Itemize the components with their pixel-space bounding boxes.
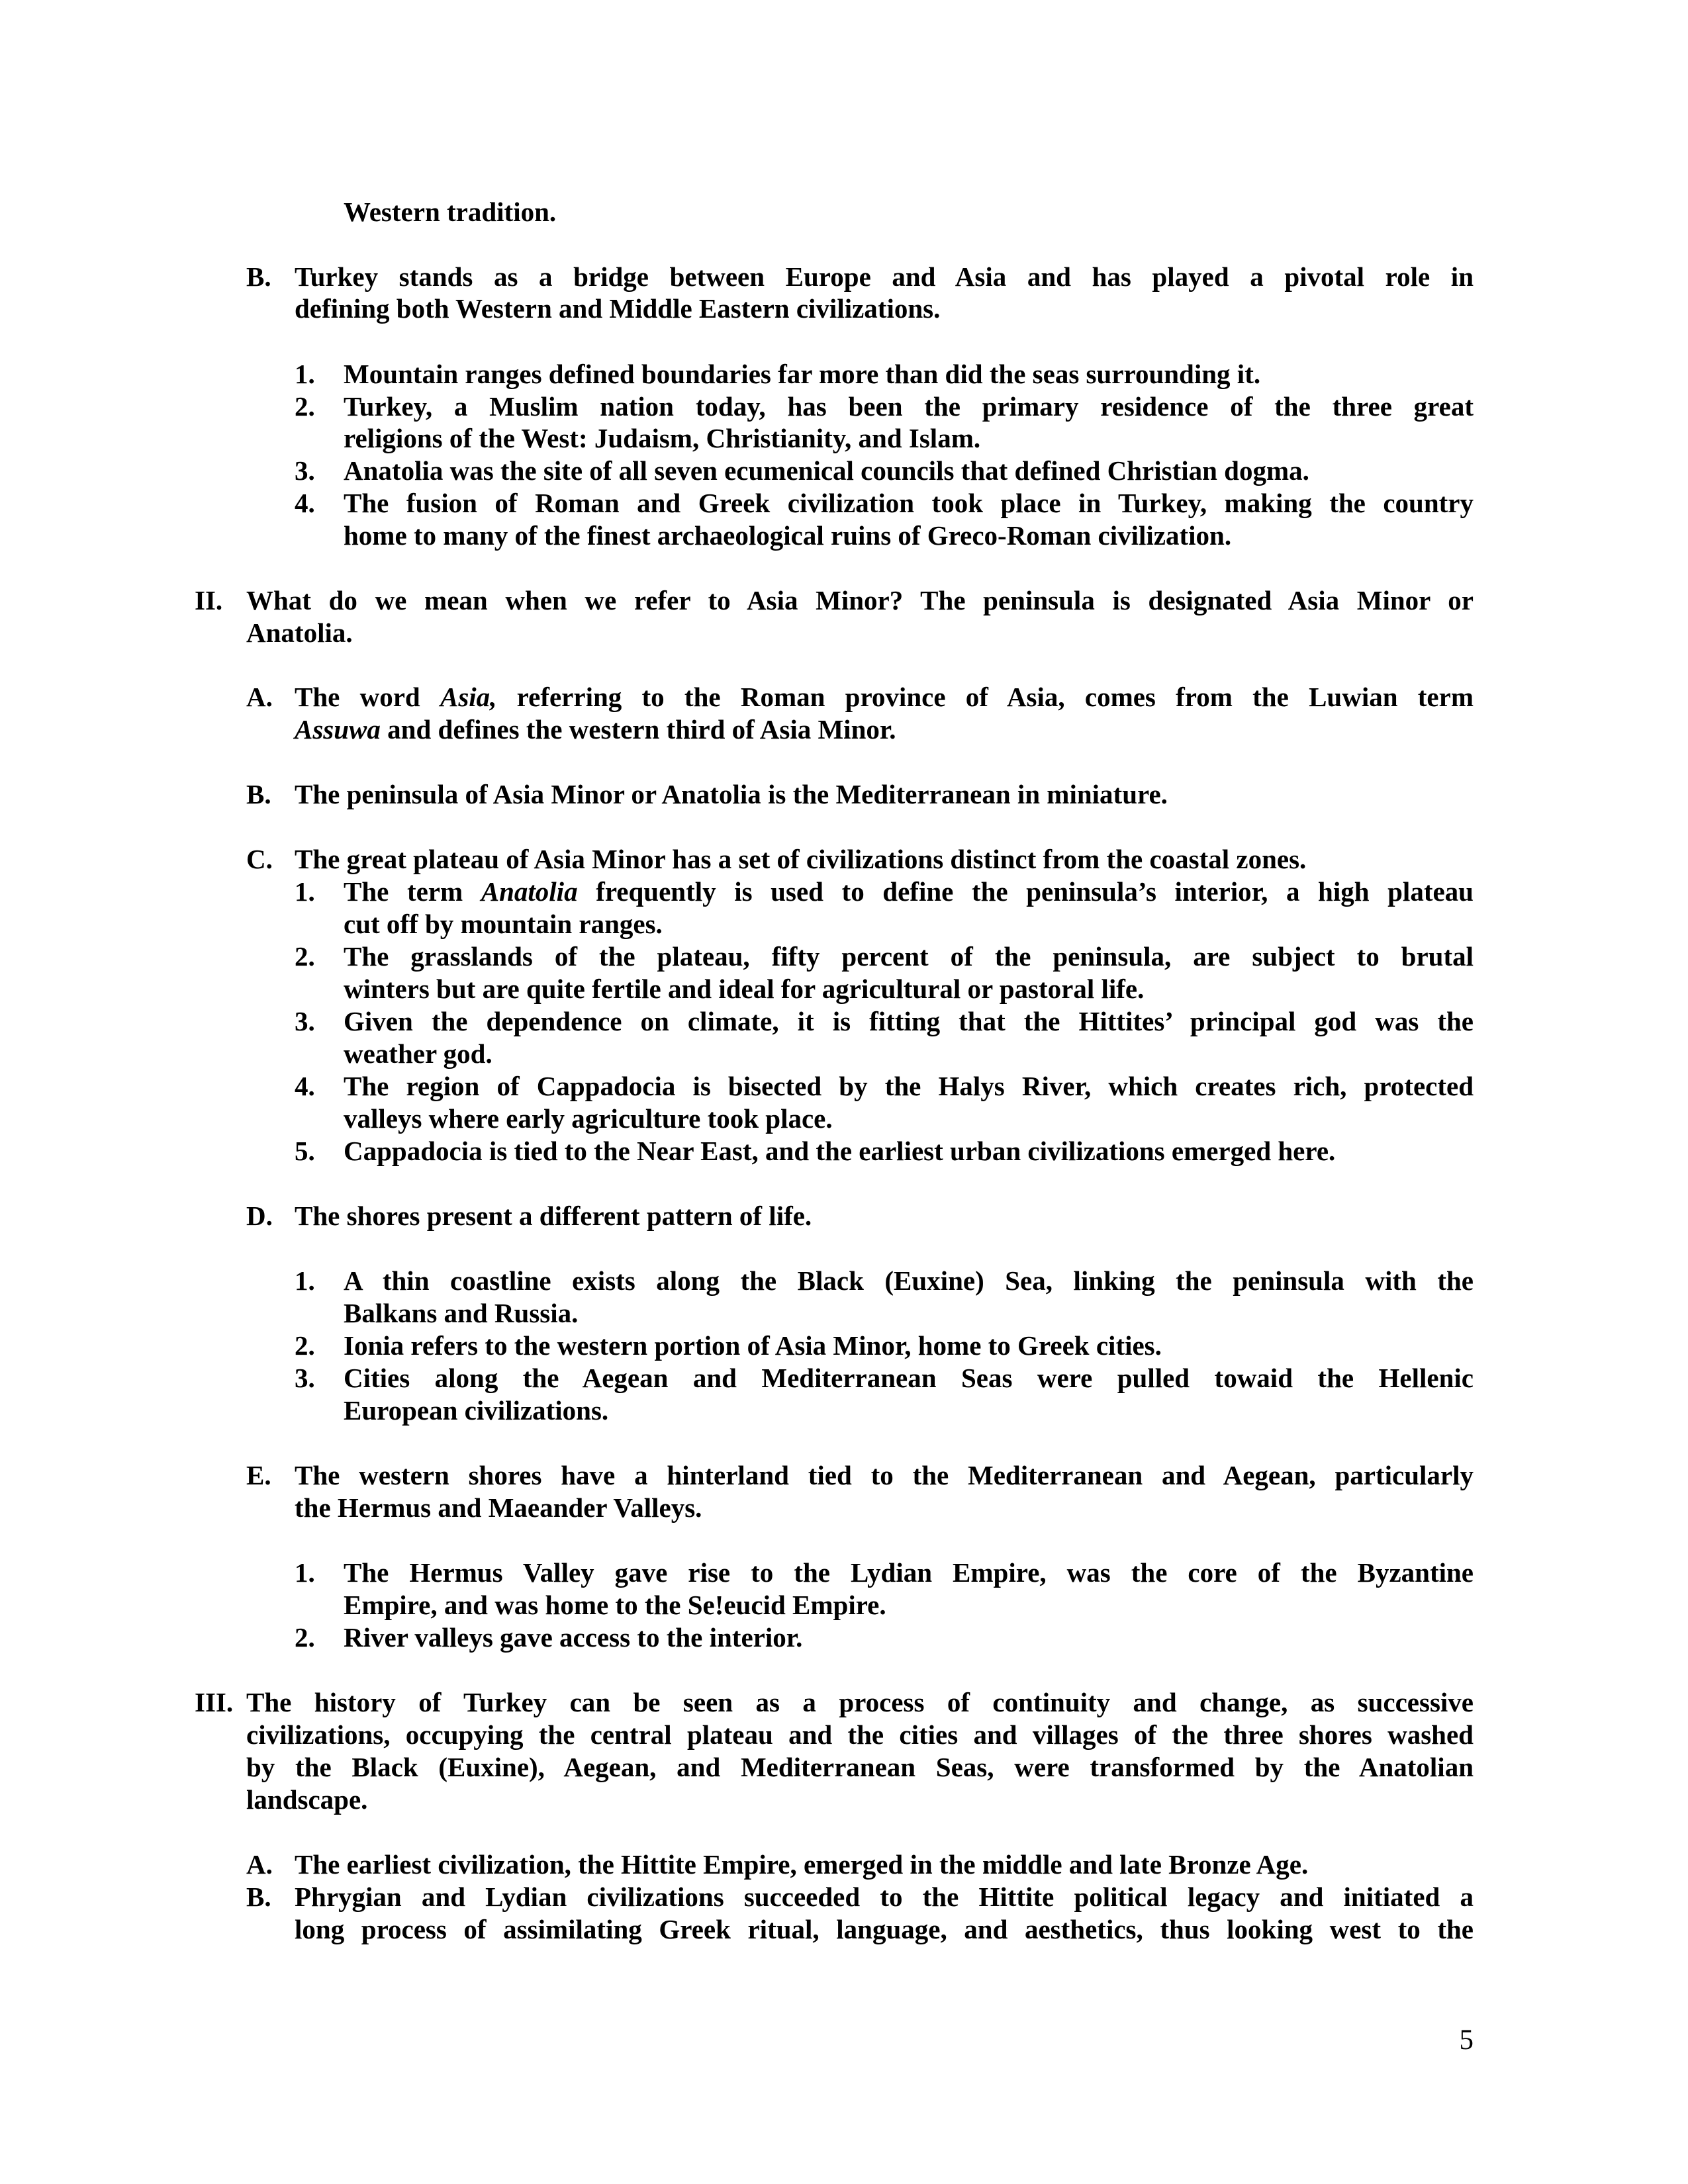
outline-marker: E. xyxy=(246,1460,271,1490)
list-marker: 3. xyxy=(295,1006,315,1036)
list-item-line: weather god. xyxy=(344,1038,492,1069)
list-item-line: home to many of the finest archaeological ruins of Greco-Roman civilization. xyxy=(344,520,1232,551)
list-marker: 4. xyxy=(295,488,315,518)
outline-marker: D. xyxy=(246,1201,273,1231)
outline-marker: B. xyxy=(246,1882,271,1912)
list-item-line: Ionia refers to the western portion of Asia Minor, home to Greek cities. xyxy=(344,1330,1162,1361)
list-marker: 1. xyxy=(295,1265,315,1296)
list-marker: 1. xyxy=(295,359,315,389)
italic-term: Asia, xyxy=(440,682,497,712)
outline-marker: A. xyxy=(246,682,273,712)
outline-marker: III. xyxy=(195,1687,234,1717)
list-item-line: River valleys gave access to the interior. xyxy=(344,1622,803,1653)
list-marker: 2. xyxy=(295,391,315,422)
list-marker: 1. xyxy=(295,1557,315,1588)
paragraph-line: Phrygian and Lydian civilizations succeeded to the Hittite political legacy and initiated a xyxy=(295,1882,1474,1912)
list-item-line: European civilizations. xyxy=(344,1395,609,1426)
paragraph-line xyxy=(295,713,1474,746)
paragraph-line xyxy=(295,680,1474,713)
list-item-line: The region of Cappadocia is bisected by the Halys River, which creates rich, protected xyxy=(344,1071,1474,1101)
outline-marker: A. xyxy=(246,1849,273,1880)
paragraph-line: defining both Western and Middle Eastern civilizations. xyxy=(295,293,941,324)
list-marker: 2. xyxy=(295,1622,315,1653)
text-run: referring to the Roman province of Asia, comes from the Luwian term xyxy=(496,682,1474,712)
list-marker: 3. xyxy=(295,1363,315,1393)
paragraph-line: The peninsula of Asia Minor or Anatolia is the Mediterranean in miniature. xyxy=(295,779,1168,809)
outline-marker: II. xyxy=(195,585,223,615)
list-item-line: The grasslands of the plateau, fifty percent of the peninsula, are subject to brutal xyxy=(344,941,1474,972)
paragraph-line: civilizations, occupying the central plateau and the cities and villages of the three shores washed xyxy=(246,1719,1474,1750)
outline-marker: B. xyxy=(246,779,271,809)
italic-term: Anatolia xyxy=(481,876,578,907)
list-item-line: Cappadocia is tied to the Near East, and the earliest urban civilizations emerged here. xyxy=(344,1136,1336,1166)
list-item-line: Empire, and was home to the Se!eucid Empire. xyxy=(344,1590,886,1620)
list-item-line: A thin coastline exists along the Black (Euxine) Sea, linking the peninsula with the xyxy=(344,1265,1474,1296)
list-marker: 2. xyxy=(295,941,315,972)
paragraph-line: Turkey stands as a bridge between Europe and Asia and has played a pivotal role in xyxy=(295,261,1474,292)
list-marker: 1. xyxy=(295,876,315,907)
text-run: frequently is used to define the peninsula’s interior, a high plateau xyxy=(577,876,1474,907)
list-marker: 2. xyxy=(295,1330,315,1361)
text-run: The term xyxy=(344,876,481,907)
paragraph-line: What do we mean when we refer to Asia Minor? The peninsula is designated Asia Minor or xyxy=(246,585,1474,615)
italic-term: Assuwa xyxy=(295,714,381,745)
list-item-line: The fusion of Roman and Greek civilization took place in Turkey, making the country xyxy=(344,488,1474,518)
list-item-line: Mountain ranges defined boundaries far more than did the seas surrounding it. xyxy=(344,359,1261,389)
page-number: 5 xyxy=(1459,2025,1474,2056)
list-item-line: valleys where early agriculture took place. xyxy=(344,1103,833,1134)
paragraph-line: The history of Turkey can be seen as a process of continuity and change, as successive xyxy=(246,1687,1474,1717)
list-item-line: winters but are quite fertile and ideal for agricultural or pastoral life. xyxy=(344,974,1145,1004)
outline-marker: B. xyxy=(246,261,271,292)
paragraph-line: Anatolia. xyxy=(246,617,353,648)
list-item-line: Balkans and Russia. xyxy=(344,1298,579,1328)
paragraph-line: long process of assimilating Greek ritual, language, and aesthetics, thus looking west to the xyxy=(295,1914,1474,1944)
list-marker: 5. xyxy=(295,1136,315,1166)
continued-line: Western tradition. xyxy=(344,197,557,227)
outline-marker: C. xyxy=(246,844,273,874)
list-item-line: Anatolia was the site of all seven ecumenical councils that defined Christian dogma. xyxy=(344,455,1309,486)
list-item-line: religions of the West: Judaism, Christianity, and Islam. xyxy=(344,423,981,453)
list-item-line: Given the dependence on climate, it is fitting that the Hittites’ principal god was the xyxy=(344,1006,1474,1036)
text-run: and defines the western third of Asia Minor. xyxy=(380,714,896,745)
list-item-line xyxy=(344,875,1474,908)
list-item-line: The Hermus Valley gave rise to the Lydian Empire, was the core of the Byzantine xyxy=(344,1557,1474,1588)
paragraph-line: The western shores have a hinterland tied to the Mediterranean and Aegean, particularly xyxy=(295,1460,1474,1490)
list-marker: 4. xyxy=(295,1071,315,1101)
text-run: The word xyxy=(295,682,440,712)
list-item-line: Cities along the Aegean and Mediterranean Seas were pulled towaid the Hellenic xyxy=(344,1363,1474,1393)
paragraph-line: by the Black (Euxine), Aegean, and Mediterranean Seas, were transformed by the Anatolian xyxy=(246,1752,1474,1782)
list-marker: 3. xyxy=(295,455,315,486)
paragraph-line: the Hermus and Maeander Valleys. xyxy=(295,1492,702,1523)
paragraph-line: landscape. xyxy=(246,1784,368,1815)
paragraph-line: The great plateau of Asia Minor has a set of civilizations distinct from the coastal zones. xyxy=(295,844,1307,874)
paragraph-line: The shores present a different pattern of life. xyxy=(295,1201,812,1231)
paragraph-line: The earliest civilization, the Hittite Empire, emerged in the middle and late Bronze Age. xyxy=(295,1849,1309,1880)
list-item-line: cut off by mountain ranges. xyxy=(344,909,663,939)
list-item-line: Turkey, a Muslim nation today, has been the primary residence of the three great xyxy=(344,391,1474,422)
